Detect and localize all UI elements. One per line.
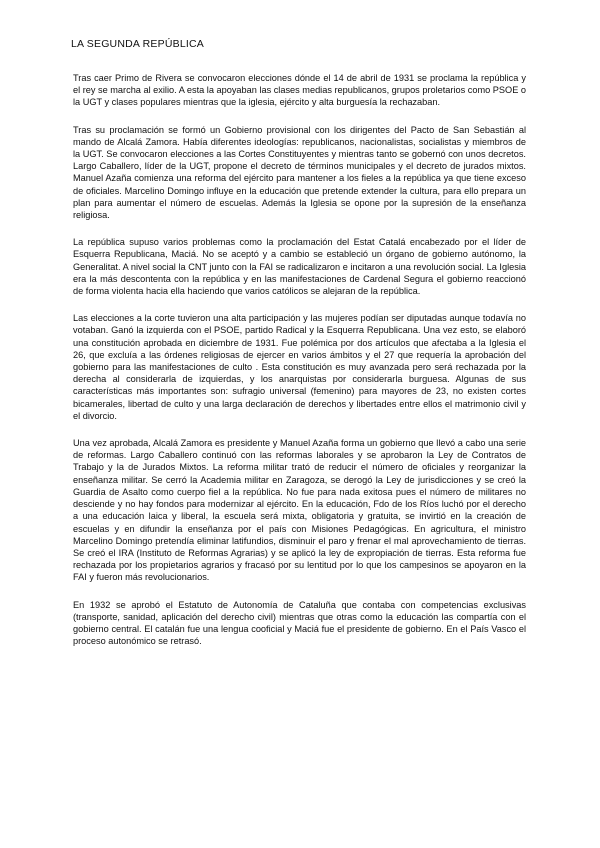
paragraph: La república supuso varios problemas como la proclamación del Estat Catalá encabezado por el líder de Esquerra Republicana, Maciá. No se aceptó y a cambio se estableció un órgano de gobierno autónomo, la Generalitat. A nivel social la CNT junto con la FAI se radicalizaron e incitaron a una revolución social. La Iglesia era la más descontenta con la república y en las manifestaciones de Cardenal Segura el gobierno reaccionó de forma violenta hacia ella haciendo que varios católicos se alejaran de la república. xyxy=(73,237,526,297)
paragraph: Tras caer Primo de Rivera se convocaron elecciones dónde el 14 de abril de 1931 se proclama la república y el rey se marcha al exilio. A esta la apoyaban las clases medias republicanos, grupos proletarios como PSOE o la UGT y clases populares mientras que la iglesia, ejército y alta burguesía la rechazaban. xyxy=(73,73,526,108)
paragraph: Las elecciones a la corte tuvieron una alta participación y las mujeres podían ser diputadas aunque todavía no votaban. Ganó la izquierda con el PSOE, partido Radical y la Esquerra Republicana. Una vez esto, se elaboró una constitución aprobada en diciembre de 1931. Fue polémica por dos artículos que afectaba a la Iglesia el 26, que excluía a las órdenes religiosas de ejercer en varios ámbitos y el 27 que requería la aprobación del gobierno para las manifestaciones de culto . Esta constitución es muy avanzada pero será rechazada por la derecha al considerarla de izquierdas, y los anarquistas por considerarla burguesa. Algunas de sus características más importantes son: sufragio universal (femenino) para mayores de 23, no existen cortes bicamerales, libertad de culto y una larga declaración de derechos y libertades entre ellos el matrimonio civil y el divorcio. xyxy=(73,313,526,421)
paragraph: Tras su proclamación se formó un Gobierno provisional con los dirigentes del Pacto de San Sebastián al mando de Alcalá Zamora. Había diferentes ideologías: republicanos, nacionalistas, socialistas y miembros de la UGT. Se convocaron elecciones a las Cortes Constituyentes y mientras tanto se gobernó con unos decretos. Largo Caballero, líder de la UGT, propone el decreto de términos municipales y el decreto de jurados mixtos. Manuel Azaña comienza una reforma del ejército para mantener a los fieles a la república ya que tiene exceso de oficiales. Marcelino Domingo influye en la educación que pretende extender la cultura, para ello prepara un plan para aumentar el número de escuelas. Además la Iglesia se opone por la supresión de la enseñanza religiosa. xyxy=(73,124,526,221)
paragraph: En 1932 se aprobó el Estatuto de Autonomía de Cataluña que contaba con competencias exclusivas (transporte, sanidad, aplicación del derecho civil) mientras que otras como la educación las compartía con el gobierno central. El catalán fue una lengua cooficial y Maciá fue el presidente de gobierno. En el País Vasco el proceso autonómico se retrasó. xyxy=(73,599,526,647)
document-title: LA SEGUNDA REPÚBLICA xyxy=(71,38,204,50)
document-body xyxy=(73,72,526,662)
paragraph: Una vez aprobada, Alcalá Zamora es presidente y Manuel Azaña forma un gobierno que llevó a cabo una serie de reformas. Largo Caballero continuó con las reformas laborales y se aprobaron la Ley de Contratos de Trabajo y la de Jurados Mixtos. La reforma militar trató de reducir el número de oficiales y reorganizar la enseñanza militar. Se cerró la Academia militar en Zaragoza, se derogó la Ley de jurisdicciones y se creó la Guardia de Asalto como cuerpo fiel a la república. No fue para nada exitosa pues el número de militares no desciende y no hay fondos para modernizar al ejército. En la educación, Fdo de los Ríos luchó por el derecho a una educación laica y liberal, la escuela será mixta, obligatoria y gratuita, se invirtió en la creación de escuelas y en difundir la enseñanza por el país con Misiones Pedagógicas. En agricultura, el ministro Marcelino Domingo pretendía eliminar latifundios, disminuir el paro y frenar el mal aprovechamiento de tierras. Se creó el IRA (Instituto de Reformas Agrarias) y se aplicó la ley de expropiación de tierras. Esta reforma fue rechazada por los propietarios agrarios y fracasó por su lentitud por lo que los campesinos se apoyaron en la FAI y fueron más revolucionarios. xyxy=(73,438,526,583)
